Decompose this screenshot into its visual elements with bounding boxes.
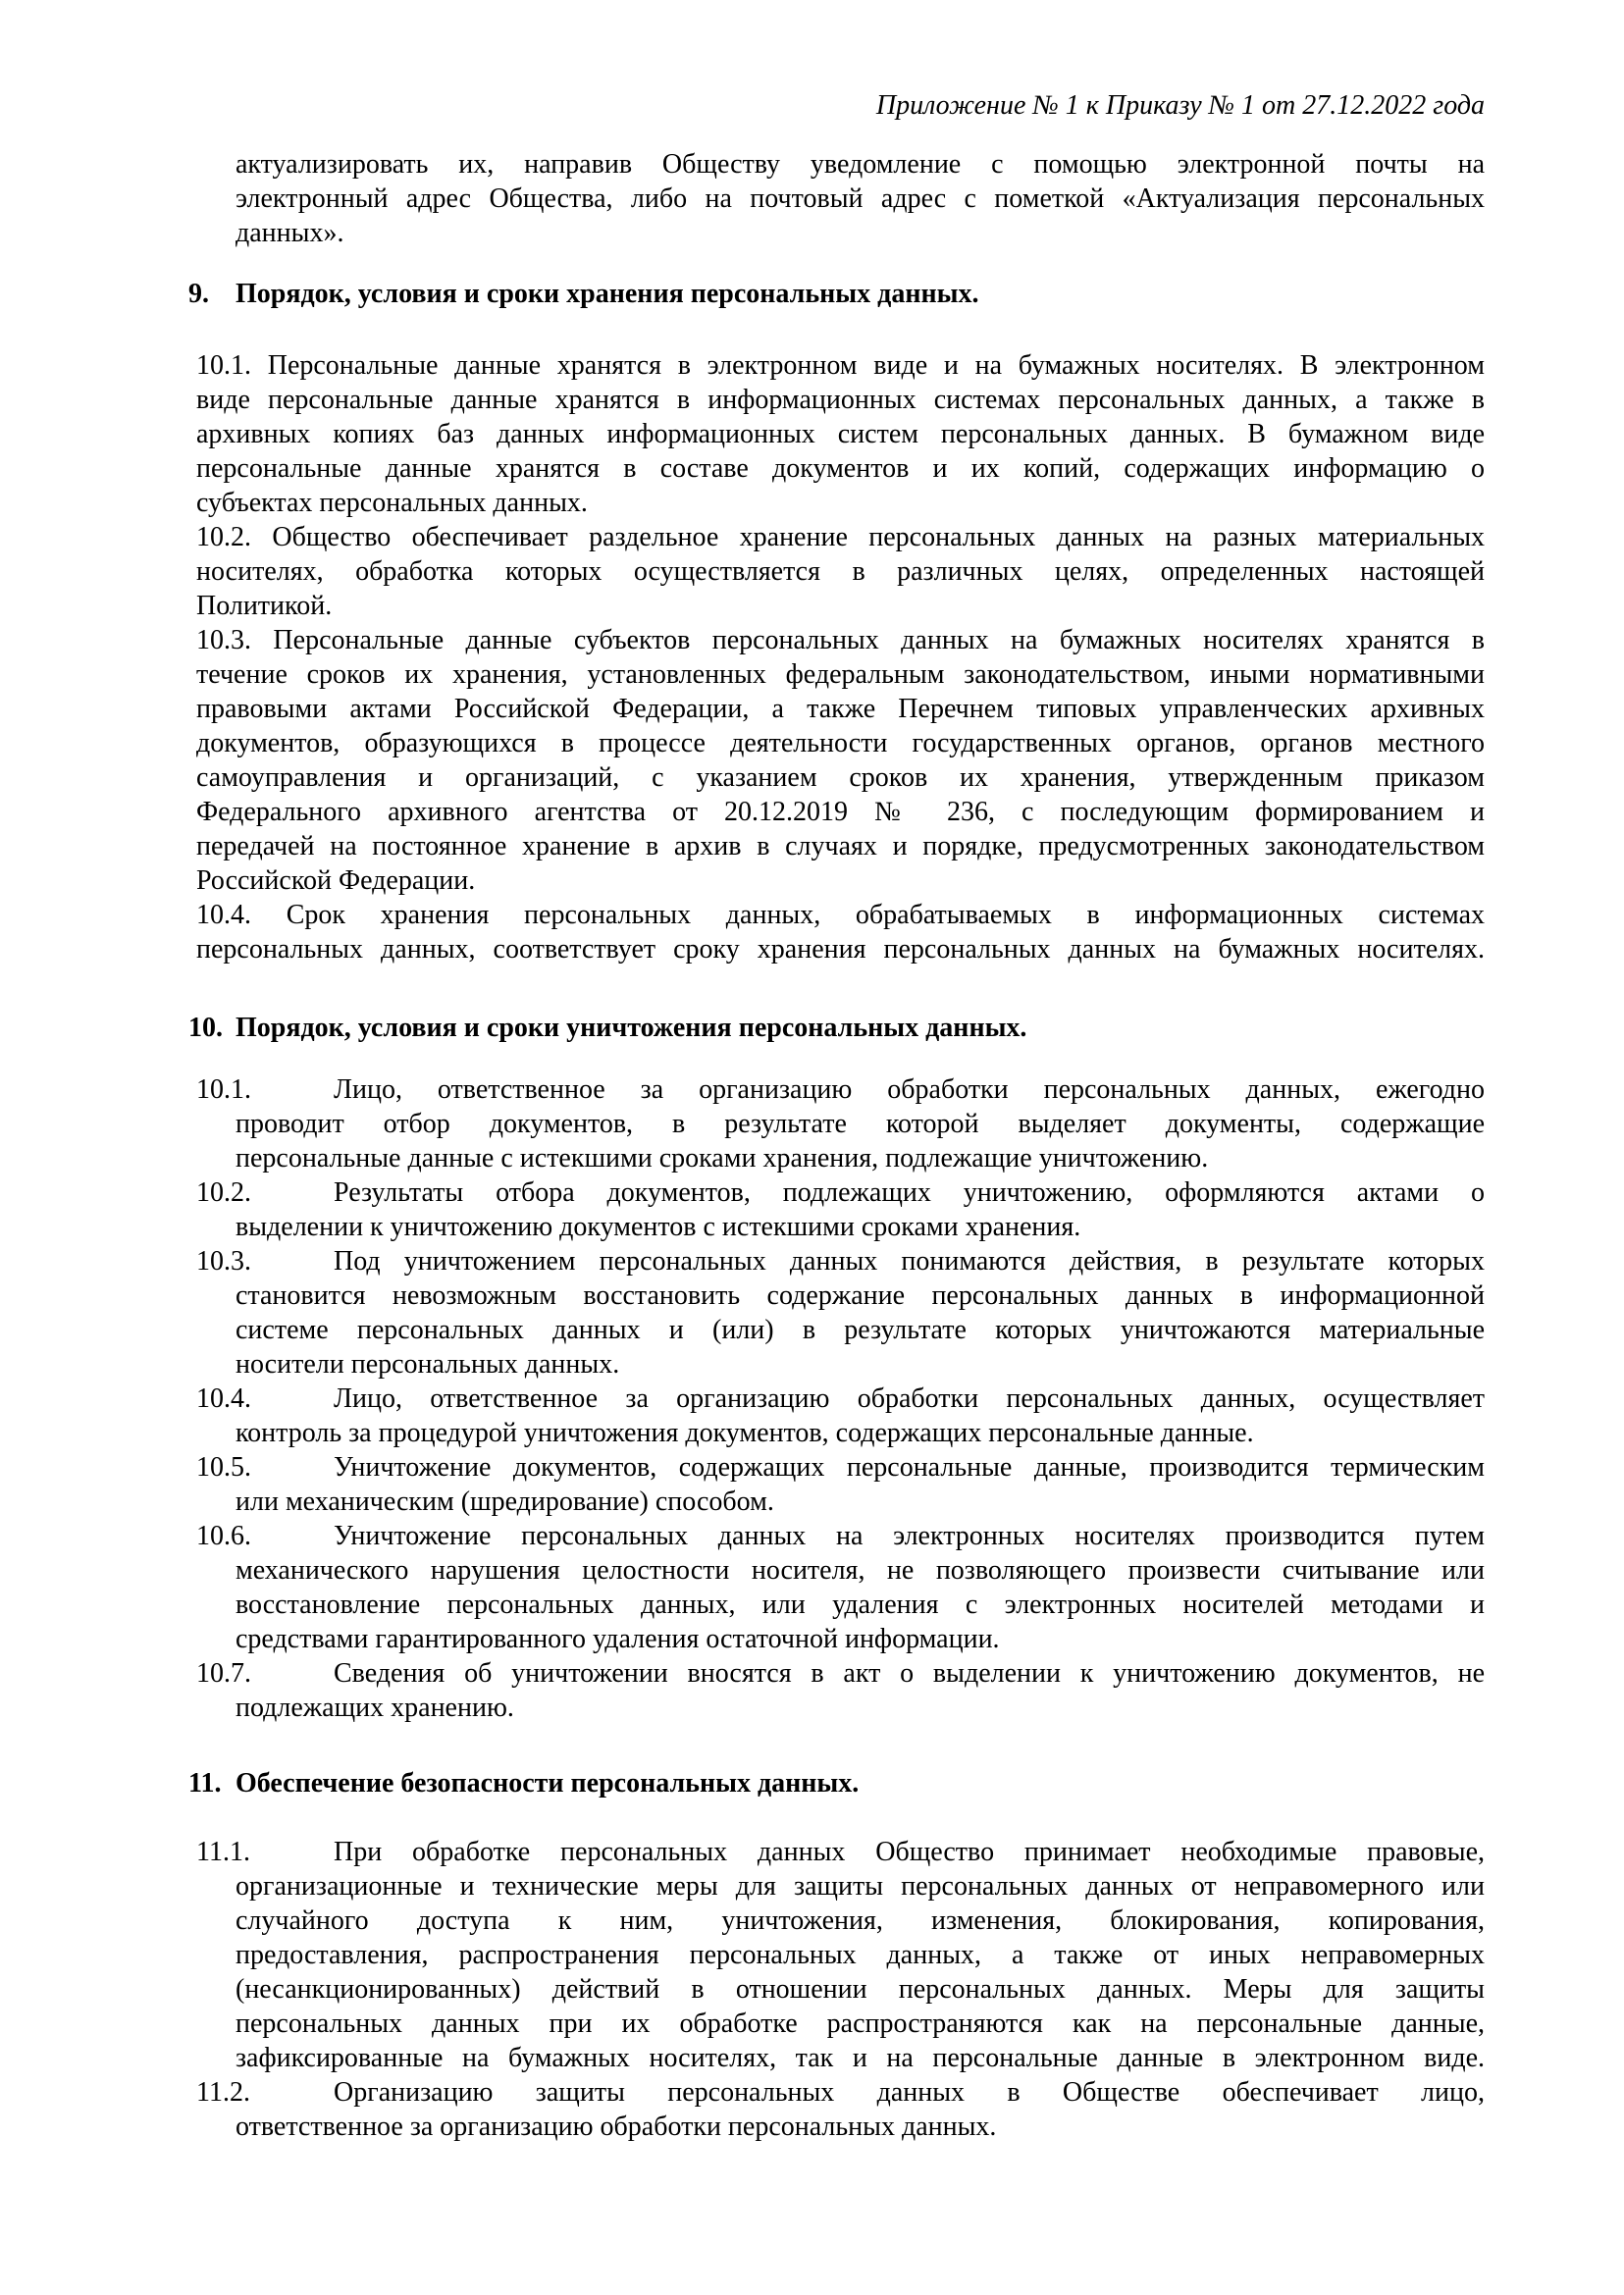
heading-number: 11. (188, 1768, 222, 1799)
paragraph-line: субъектах персональных данных. (196, 488, 588, 518)
paragraph (196, 348, 1485, 520)
item-line: Уничтожение персональных данных на электронных носителях производится путем (334, 1521, 1485, 1551)
item-line: Лицо, ответственное за организацию обработки персональных данных, ежегодно (334, 1074, 1485, 1105)
list-item (196, 1450, 1485, 1519)
item-line: проводит отбор документов, в результате которой выделяет документы, содержащие (236, 1109, 1485, 1139)
item-line: Организацию защиты персональных данных в Обществе обеспечивает лицо, (334, 2077, 1485, 2108)
list-item (196, 1519, 1485, 1656)
item-number: 10.4. (196, 1383, 251, 1414)
item-line: Уничтожение документов, содержащих персональные данные, производится термическим (334, 1452, 1485, 1483)
item-line: выделении к уничтожению документов с истекшими сроками хранения. (236, 1212, 1081, 1242)
item-number: 11.1. (196, 1837, 250, 1867)
paragraph-text: Персональные данные субъектов персональных данных на бумажных носителях хранятся в (273, 625, 1486, 655)
paragraph-line: Политикой. (196, 591, 333, 621)
section-10-heading (188, 1011, 1485, 1045)
paragraph-line (196, 348, 1485, 383)
item-number: 10.6. (196, 1521, 251, 1551)
paragraph-number: 10.1. (196, 350, 251, 381)
heading-title: Порядок, условия и сроки хранения персональных данных. (236, 279, 979, 309)
heading-title: Порядок, условия и сроки уничтожения персональных данных. (236, 1013, 1027, 1043)
item-line: контроль за процедурой уничтожения документов, содержащих персональные данные. (236, 1418, 1254, 1448)
item-line: зафиксированные на бумажных носителях, так и на персональные данные в электронном виде. (236, 2043, 1485, 2073)
item-number: 11.2. (196, 2077, 250, 2108)
paragraph-line: течение сроков их хранения, установленных федеральным законодательством, иными нормативными (196, 659, 1485, 690)
item-number: 10.5. (196, 1452, 251, 1483)
paragraph-line: документов, образующихся в процессе деятельности государственных органов, органов местного (196, 728, 1485, 758)
section-11-heading (188, 1766, 1485, 1800)
paragraph-number: 10.2. (196, 522, 251, 552)
paragraph-line: Российской Федерации. (196, 865, 476, 896)
item-line: или механическим (шредирование) способом. (236, 1487, 774, 1517)
paragraph-line (196, 623, 1485, 657)
paragraph (196, 898, 1485, 966)
intro-line: данных». (236, 218, 344, 248)
paragraph-number: 10.4. (196, 900, 251, 930)
paragraph-line (196, 898, 1485, 932)
paragraph-line: персональных данных, соответствует сроку хранения персональных данных на бумажных носителях. (196, 934, 1485, 965)
intro-paragraph (236, 147, 1485, 250)
paragraph-line: самоуправления и организаций, с указанием сроков их хранения, утвержденным приказом (196, 762, 1485, 793)
paragraph-line: правовыми актами Российской Федерации, а также Перечнем типовых управленческих архивных (196, 694, 1485, 724)
item-line: случайного доступа к ним, уничтожения, изменения, блокирования, копирования, (236, 1905, 1485, 1936)
list-item (196, 2075, 1485, 2144)
item-line: Лицо, ответственное за организацию обработки персональных данных, осуществляет (334, 1383, 1485, 1414)
item-line: системе персональных данных и (или) в результате которых уничтожаются материальные (236, 1315, 1485, 1345)
item-line: персональные данные с истекшими сроками хранения, подлежащие уничтожению. (236, 1143, 1209, 1174)
list-item (196, 1175, 1485, 1244)
item-line: персональных данных при их обработке распространяются как на персональные данные, (236, 2008, 1485, 2039)
list-item (196, 1244, 1485, 1382)
item-line: При обработке персональных данных Общество принимает необходимые правовые, (334, 1837, 1485, 1867)
paragraph (196, 520, 1485, 623)
item-number: 10.7. (196, 1658, 251, 1689)
item-number: 10.3. (196, 1246, 251, 1277)
document-header: Приложение № 1 к Приказу № 1 от 27.12.2022 года (875, 90, 1485, 121)
item-line: Результаты отбора документов, подлежащих уничтожению, оформляются актами о (334, 1177, 1485, 1208)
item-line: носители персональных данных. (236, 1349, 620, 1380)
item-line: предоставления, распространения персональных данных, а также от иных неправомерных (236, 1940, 1485, 1970)
item-line: (несанкционированных) действий в отношении персональных данных. Меры для защиты (236, 1974, 1485, 2005)
paragraph-line: носителях, обработка которых осуществляется в различных целях, определенных настоящей (196, 556, 1485, 587)
list-item (196, 1835, 1485, 2075)
intro-line: электронный адрес Общества, либо на почтовый адрес с пометкой «Актуализация персональных (236, 183, 1485, 214)
paragraph-line: Федерального архивного агентства от 20.12.2019 № 236, с последующим формированием и (196, 797, 1485, 827)
paragraph-line: архивных копиях баз данных информационных систем персональных данных. В бумажном виде (196, 419, 1485, 449)
item-number: 10.2. (196, 1177, 251, 1208)
paragraph-number: 10.3. (196, 625, 251, 655)
item-line: средствами гарантированного удаления остаточной информации. (236, 1624, 1000, 1654)
item-number: 10.1. (196, 1074, 251, 1105)
item-line: становится невозможным восстановить содержание персональных данных в информационной (236, 1280, 1485, 1311)
paragraph-line (196, 520, 1485, 554)
paragraph-line: персональные данные хранятся в составе документов и их копий, содержащих информацию о (196, 453, 1485, 484)
paragraph-text: Срок хранения персональных данных, обрабатываемых в информационных системах (286, 900, 1485, 930)
intro-line: актуализировать их, направив Обществу уведомление с помощью электронной почты на (236, 149, 1485, 180)
heading-title: Обеспечение безопасности персональных данных. (236, 1768, 860, 1799)
section-9-heading (188, 277, 1485, 311)
heading-number: 10. (188, 1013, 223, 1043)
list-item (196, 1382, 1485, 1450)
paragraph-line: передачей на постоянное хранение в архив в случаях и порядке, предусмотренных законодательством (196, 831, 1485, 861)
item-line: подлежащих хранению. (236, 1693, 514, 1723)
list-item (196, 1656, 1485, 1725)
paragraph-text: Персональные данные хранятся в электронном виде и на бумажных носителях. В электронном (267, 350, 1485, 381)
list-item (196, 1072, 1485, 1175)
item-line: организационные и технические меры для защиты персональных данных от неправомерного или (236, 1871, 1485, 1902)
item-line: Сведения об уничтожении вносятся в акт о выделении к уничтожению документов, не (334, 1658, 1485, 1689)
paragraph-line: виде персональные данные хранятся в информационных системах персональных данных, а также в (196, 385, 1485, 415)
heading-number: 9. (188, 279, 209, 309)
item-line: механического нарушения целостности носителя, не позволяющего произвести считывание или (236, 1555, 1485, 1586)
item-line: восстановление персональных данных, или удаления с электронных носителей методами и (236, 1590, 1485, 1620)
item-line: ответственное за организацию обработки персональных данных. (236, 2112, 997, 2142)
paragraph (196, 623, 1485, 898)
paragraph-text: Общество обеспечивает раздельное хранение персональных данных на разных материальных (272, 522, 1486, 552)
item-line: Под уничтожением персональных данных понимаются действия, в результате которых (334, 1246, 1485, 1277)
